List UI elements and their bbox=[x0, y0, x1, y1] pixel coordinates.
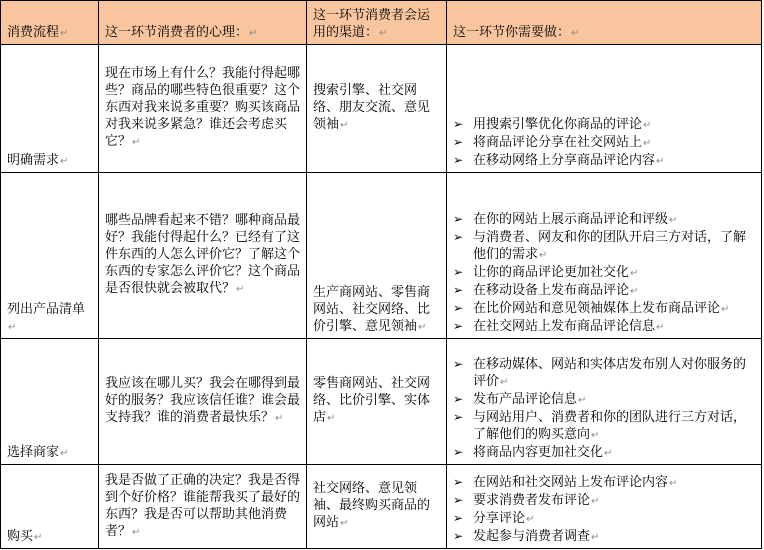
arrow-bullet-icon: ➢ bbox=[453, 117, 464, 131]
action-item: ➢ 在移动设备上发布商品评论↵ bbox=[453, 283, 639, 298]
header-channels: 这一环节消费者会运用的渠道：↵ bbox=[307, 1, 447, 45]
action-list bbox=[453, 474, 757, 546]
table-row bbox=[1, 465, 762, 549]
arrow-bullet-icon: ➢ bbox=[453, 392, 464, 406]
action-item: ➢ 在网站和社交网站上发布评论内容↵ bbox=[453, 475, 678, 490]
mindset-cell: 我是否做了正确的决定？我是否得到个好价格？谁能帮我买了最好的东西？我是否可以帮助其他消费者？↵ bbox=[99, 465, 307, 549]
actions-cell bbox=[447, 173, 762, 339]
actions-cell bbox=[447, 339, 762, 465]
action-list bbox=[453, 116, 757, 170]
channels-cell: 生产商网站、零售商网站、社交网络、比价引擎、意见领袖↵ bbox=[307, 173, 447, 339]
action-item: ➢ 在社交网站上发布商品评论信息↵ bbox=[453, 319, 665, 334]
table-row bbox=[1, 45, 762, 173]
actions-cell bbox=[447, 45, 762, 173]
action-item: ➢ 在移动网络上分享商品评论内容↵ bbox=[453, 153, 665, 168]
action-item: ➢ 将商品评论分享在社交网站上↵ bbox=[453, 135, 652, 150]
action-item: ➢ 用搜索引擎优化你商品的评论↵ bbox=[453, 117, 652, 132]
stage-cell: 列出产品清单↵ bbox=[1, 173, 99, 339]
stage-cell: 购买↵ bbox=[1, 465, 99, 549]
action-item: ➢ 在比价网站和意见领袖媒体上发布商品评论↵ bbox=[453, 301, 730, 316]
mindset-cell: 哪些品牌看起来不错？哪种商品最好？我能付得起什么？已经有了这件东西的人怎么评价它？了解这个东西的专家怎么评价它？这个商品是否很快就会被取代？↵ bbox=[99, 173, 307, 339]
channels-cell: 零售商网站、社交网络、比价引擎、实体店↵ bbox=[307, 339, 447, 465]
arrow-bullet-icon: ➢ bbox=[453, 153, 464, 167]
arrow-bullet-icon: ➢ bbox=[453, 475, 464, 489]
mindset-cell: 现在市场上有什么？我能付得起哪些？商品的哪些特色很重要？这个东西对我来说多重要？购买该商品对我来说多紧急？谁还会考虑买它？↵ bbox=[99, 45, 307, 173]
action-list bbox=[453, 356, 757, 462]
table-header-row bbox=[1, 1, 762, 45]
action-item: ➢ 与网站用户、消费者和你的团队进行三方对话，了解他们的购买意向↵ bbox=[453, 410, 747, 442]
action-item: ➢ 在你的网站上展示商品评论和评级↵ bbox=[453, 212, 678, 227]
arrow-bullet-icon: ➢ bbox=[453, 529, 464, 543]
header-stage: 消费流程↵ bbox=[1, 1, 99, 45]
action-item: ➢ 与消费者、网友和你的团队开启三方对话，了解他们的需求↵ bbox=[453, 230, 747, 262]
action-item: ➢ 发布产品评论信息↵ bbox=[453, 392, 587, 407]
header-actions: 这一环节你需要做：↵ bbox=[447, 1, 762, 45]
table-row bbox=[1, 339, 762, 465]
arrow-bullet-icon: ➢ bbox=[453, 301, 464, 315]
action-item: ➢ 将商品内容更加社交化↵ bbox=[453, 445, 613, 460]
arrow-bullet-icon: ➢ bbox=[453, 357, 464, 371]
arrow-bullet-icon: ➢ bbox=[453, 410, 464, 424]
arrow-bullet-icon: ➢ bbox=[453, 230, 464, 244]
table-row bbox=[1, 173, 762, 339]
arrow-bullet-icon: ➢ bbox=[453, 265, 464, 279]
action-item: ➢ 要求消费者发布评论↵ bbox=[453, 493, 600, 508]
arrow-bullet-icon: ➢ bbox=[453, 212, 464, 226]
stage-cell: 明确需求↵ bbox=[1, 45, 99, 173]
action-item: ➢ 分享评论↵ bbox=[453, 511, 535, 526]
arrow-bullet-icon: ➢ bbox=[453, 283, 464, 297]
arrow-bullet-icon: ➢ bbox=[453, 319, 464, 333]
mindset-cell: 我应该在哪儿买？我会在哪得到最好的服务？我应该信任谁？谁会最支持我？谁的消费者最快乐？↵ bbox=[99, 339, 307, 465]
arrow-bullet-icon: ➢ bbox=[453, 445, 464, 459]
action-list bbox=[453, 211, 757, 336]
arrow-bullet-icon: ➢ bbox=[453, 135, 464, 149]
arrow-bullet-icon: ➢ bbox=[453, 511, 464, 525]
channels-cell: 社交网络、意见领袖、最终购买商品的网站↵ bbox=[307, 465, 447, 549]
channels-cell: 搜索引擎、社交网络、朋友交流、意见领袖↵ bbox=[307, 45, 447, 173]
action-item: ➢ 在移动媒体、网站和实体店发布别人对你服务的评价↵ bbox=[453, 357, 747, 389]
action-item: ➢ 让你的商品评论更加社交化↵ bbox=[453, 265, 639, 280]
action-item: ➢ 发起参与消费者调查↵ bbox=[453, 529, 600, 544]
stage-cell: 选择商家↵ bbox=[1, 339, 99, 465]
actions-cell bbox=[447, 465, 762, 549]
header-mindset: 这一环节消费者的心理：↵ bbox=[99, 1, 307, 45]
arrow-bullet-icon: ➢ bbox=[453, 493, 464, 507]
